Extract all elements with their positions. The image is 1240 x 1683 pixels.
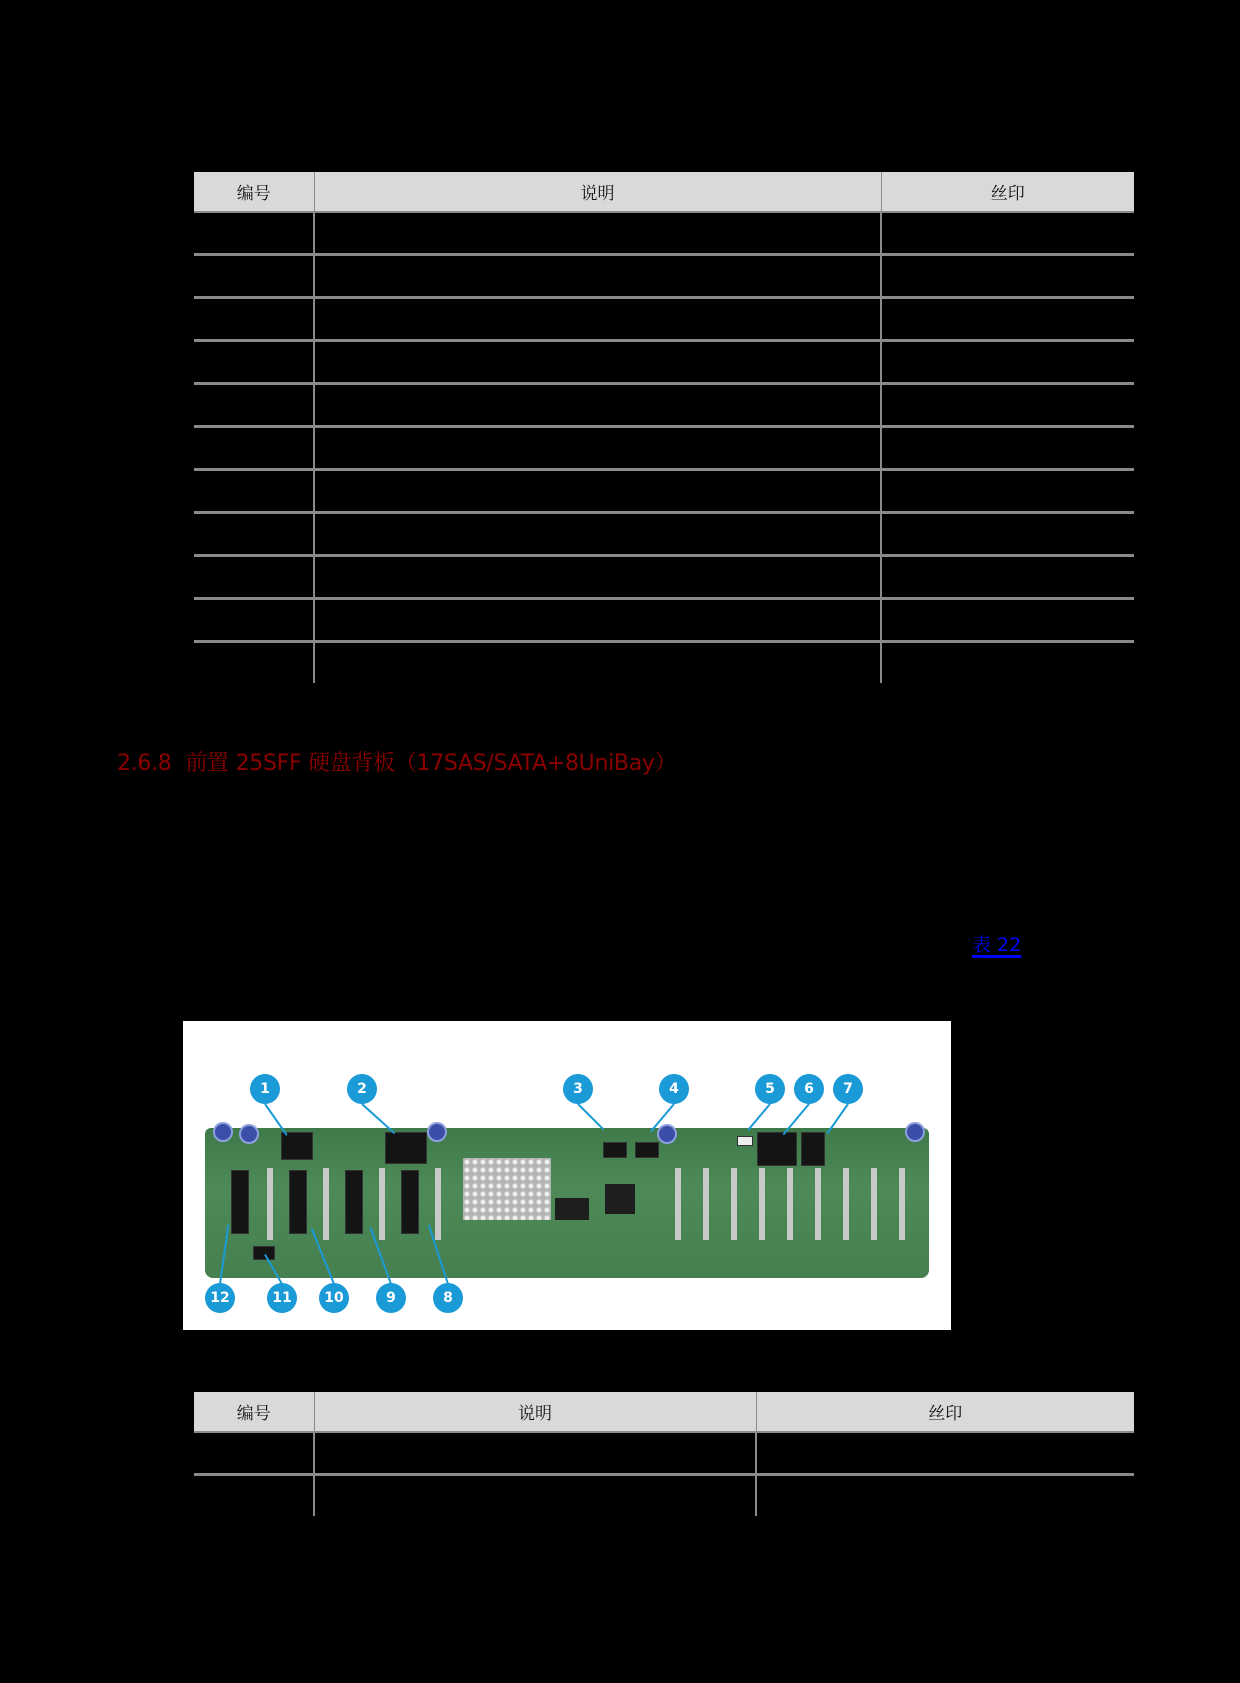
table-row [194, 1475, 1134, 1517]
cell-silkscreen [881, 513, 1134, 556]
cell-number [194, 556, 314, 599]
cell-silkscreen [881, 298, 1134, 341]
callout-3: 3 [563, 1074, 593, 1104]
sas-connector-2 [385, 1132, 427, 1164]
cell-silkscreen [881, 556, 1134, 599]
cell-description [314, 470, 881, 513]
ucie-connector-10 [289, 1170, 307, 1234]
cell-description [314, 298, 881, 341]
table-row [194, 384, 1134, 427]
callout-7: 7 [833, 1074, 863, 1104]
callout-9: 9 [376, 1283, 406, 1313]
callout-1: 1 [250, 1074, 280, 1104]
sas-connector-6 [757, 1132, 797, 1166]
connector-4 [635, 1142, 659, 1158]
connector-3 [603, 1142, 627, 1158]
cell-description [314, 513, 881, 556]
cell-silkscreen [881, 255, 1134, 298]
header-silkscreen: 丝印 [756, 1392, 1134, 1432]
table-cross-reference-link[interactable]: 表 22 [972, 934, 1022, 956]
cell-description [314, 599, 881, 642]
backplane-figure [183, 1021, 951, 1330]
connector-table-25sff [194, 1392, 1134, 1516]
chip [555, 1198, 589, 1220]
callout-8: 8 [433, 1283, 463, 1313]
callout-2: 2 [347, 1074, 377, 1104]
section-heading [117, 746, 676, 777]
cell-number [194, 212, 314, 255]
cell-description [314, 642, 881, 684]
section-number: 2.6.8 [117, 751, 172, 776]
cell-silkscreen [756, 1432, 1134, 1475]
connector-11 [253, 1246, 275, 1260]
cell-description [314, 341, 881, 384]
cell-number [194, 427, 314, 470]
cell-number [194, 255, 314, 298]
ucie-connector-9 [345, 1170, 363, 1234]
cell-number [194, 298, 314, 341]
cell-silkscreen [881, 384, 1134, 427]
header-number: 编号 [194, 1392, 314, 1432]
header-description: 说明 [314, 172, 881, 212]
cell-description [314, 255, 881, 298]
cell-description [314, 384, 881, 427]
cell-silkscreen [881, 427, 1134, 470]
cell-description [314, 212, 881, 255]
cell-silkscreen [881, 599, 1134, 642]
standoff-icon [657, 1124, 677, 1144]
cell-number [194, 384, 314, 427]
chip [605, 1184, 635, 1214]
table-row [194, 556, 1134, 599]
cell-description [314, 427, 881, 470]
cell-silkscreen [881, 642, 1134, 684]
table-row [194, 1432, 1134, 1475]
cell-number [194, 1432, 314, 1475]
cell-number [194, 642, 314, 684]
table-row [194, 298, 1134, 341]
cell-number [194, 470, 314, 513]
cell-silkscreen [881, 341, 1134, 384]
standoff-icon [239, 1124, 259, 1144]
connector-table-previous [194, 172, 1134, 683]
standoff-icon [905, 1122, 925, 1142]
cell-silkscreen [881, 470, 1134, 513]
standoff-icon [427, 1122, 447, 1142]
ucie-connector-12 [231, 1170, 249, 1234]
table-header-row [194, 172, 1134, 212]
connector-5 [737, 1136, 753, 1146]
table-row [194, 212, 1134, 255]
cell-number [194, 341, 314, 384]
header-description: 说明 [314, 1392, 756, 1432]
table-row [194, 599, 1134, 642]
table-row [194, 255, 1134, 298]
callout-12: 12 [205, 1283, 235, 1313]
heatsink [463, 1158, 551, 1220]
standoff-icon [213, 1122, 233, 1142]
cell-number [194, 513, 314, 556]
cell-silkscreen [881, 212, 1134, 255]
ucie-connector-8 [401, 1170, 419, 1234]
power-connector-1 [281, 1132, 313, 1160]
callout-11: 11 [267, 1283, 297, 1313]
table-header-row [194, 1392, 1134, 1432]
header-number: 编号 [194, 172, 314, 212]
cell-number [194, 1475, 314, 1517]
callout-4: 4 [659, 1074, 689, 1104]
table-row [194, 427, 1134, 470]
table-row [194, 341, 1134, 384]
cell-description [314, 556, 881, 599]
backplane-board-image [205, 1128, 929, 1278]
cell-number [194, 599, 314, 642]
table-row [194, 513, 1134, 556]
section-title: 前置 25SFF 硬盘背板（17SAS/SATA+8UniBay） [185, 751, 677, 776]
table-row [194, 642, 1134, 684]
callout-6: 6 [794, 1074, 824, 1104]
cell-description [314, 1432, 756, 1475]
cell-description [314, 1475, 756, 1517]
cell-silkscreen [756, 1475, 1134, 1517]
connector-7 [801, 1132, 825, 1166]
table-row [194, 470, 1134, 513]
callout-5: 5 [755, 1074, 785, 1104]
header-silkscreen: 丝印 [881, 172, 1134, 212]
callout-10: 10 [319, 1283, 349, 1313]
